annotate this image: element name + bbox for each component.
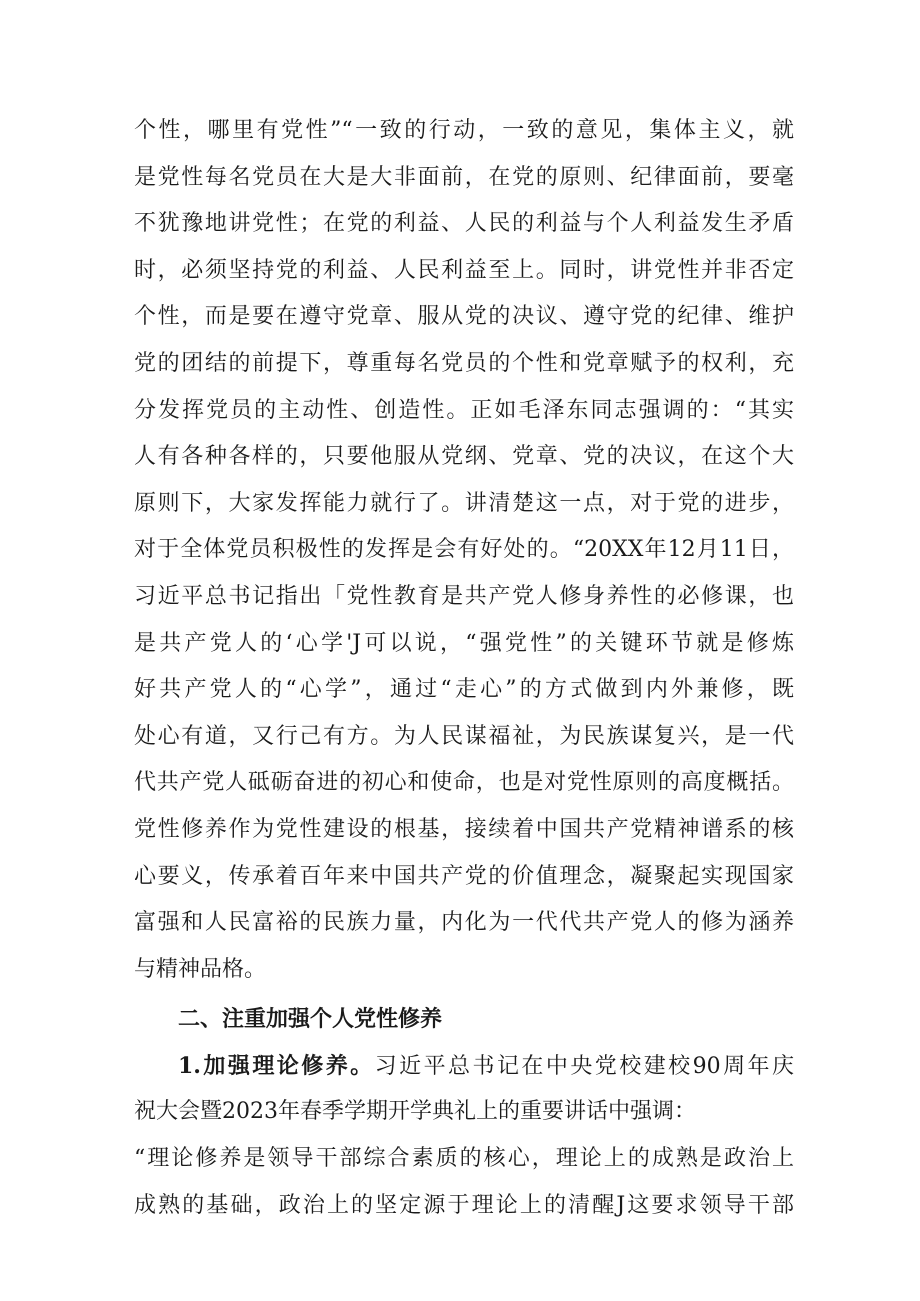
paragraph-line: 心要义，传承着百年来中国共产党的价值理念，凝聚起实现国家 bbox=[134, 863, 794, 889]
paragraph-line: 是党性每名党员在大是大非面前，在党的原则、纪律面前，要毫 bbox=[134, 164, 794, 190]
paragraph-line: 党性修养作为党性建设的根基，接续着中国共产党精神谱系的核 bbox=[134, 816, 794, 842]
paragraph-line: 代共产党人砥砺奋进的初心和使命，也是对党性原则的高度概括。 bbox=[134, 770, 794, 796]
paragraph-line: 人有各种各样的，只要他服从党纲、党章、党的决议，在这个大 bbox=[134, 444, 794, 470]
paragraph-line: 党的团结的前提下，尊重每名党员的个性和党章赋予的权利，充 bbox=[134, 350, 794, 376]
paragraph-line: 好共产党人的“心学”，通过“走心”的方式做到内外兼修，既 bbox=[134, 677, 794, 703]
subsection-first-line: 习近平总书记在中央党校建校90周年庆 bbox=[374, 1053, 795, 1079]
paragraph-line: 富强和人民富裕的民族力量，内化为一代代共产党人的修为涵养 bbox=[134, 910, 794, 936]
paragraph-line: 是共产党人的‘心学'J可以说，“强党性”的关键环节就是修炼 bbox=[134, 630, 794, 656]
subsection-lead: 1.加强理论修养。 bbox=[178, 1052, 375, 1079]
paragraph-line: 分发挥党员的主动性、创造性。正如毛泽东同志强调的：“其实 bbox=[134, 397, 794, 423]
paragraph-line: 祝大会暨2023年春季学期开学典礼上的重要讲话中强调： bbox=[134, 1099, 696, 1125]
paragraph-line: 处心有道，又行己有方。为人民谋福祉，为民族谋复兴，是一代 bbox=[134, 723, 794, 749]
paragraph-line: 对于全体党员积极性的发挥是会有好处的。“20XX年12月11日， bbox=[134, 537, 794, 563]
paragraph-line: 时，必须坚持党的利益、人民利益至上。同时，讲党性并非否定 bbox=[134, 257, 794, 283]
paragraph-line bbox=[134, 1043, 794, 1090]
paragraph-line: “理论修养是领导干部综合素质的核心，理论上的成熟是政治上 bbox=[134, 1146, 794, 1172]
paragraph-line: 个性，哪里有党性”“一致的行动，一致的意见，集体主义，就 bbox=[134, 118, 794, 143]
paragraph-line: 个性，而是要在遵守党章、服从党的决议、遵守党的纪律、维护 bbox=[134, 304, 794, 330]
paragraph-theory-cultivation bbox=[134, 1043, 794, 1229]
document-body bbox=[134, 108, 794, 1229]
paragraph-line: 原则下，大家发挥能力就行了。讲清楚这一点，对于党的进步， bbox=[134, 490, 794, 516]
paragraph-party-spirit bbox=[134, 108, 794, 993]
paragraph-line: 成熟的基础，政治上的坚定源于理论上的清醒J这要求领导干部 bbox=[134, 1192, 794, 1218]
paragraph-line: 与精神品格。 bbox=[134, 956, 267, 982]
paragraph-line: 习近平总书记指出「党性教育是共产党人修身养性的必修课，也 bbox=[134, 583, 794, 609]
section-heading: 二、注重加强个人党性修养 bbox=[178, 1006, 443, 1033]
paragraph-line: 不犹豫地讲党性；在党的利益、人民的利益与个人利益发生矛盾 bbox=[134, 211, 794, 237]
